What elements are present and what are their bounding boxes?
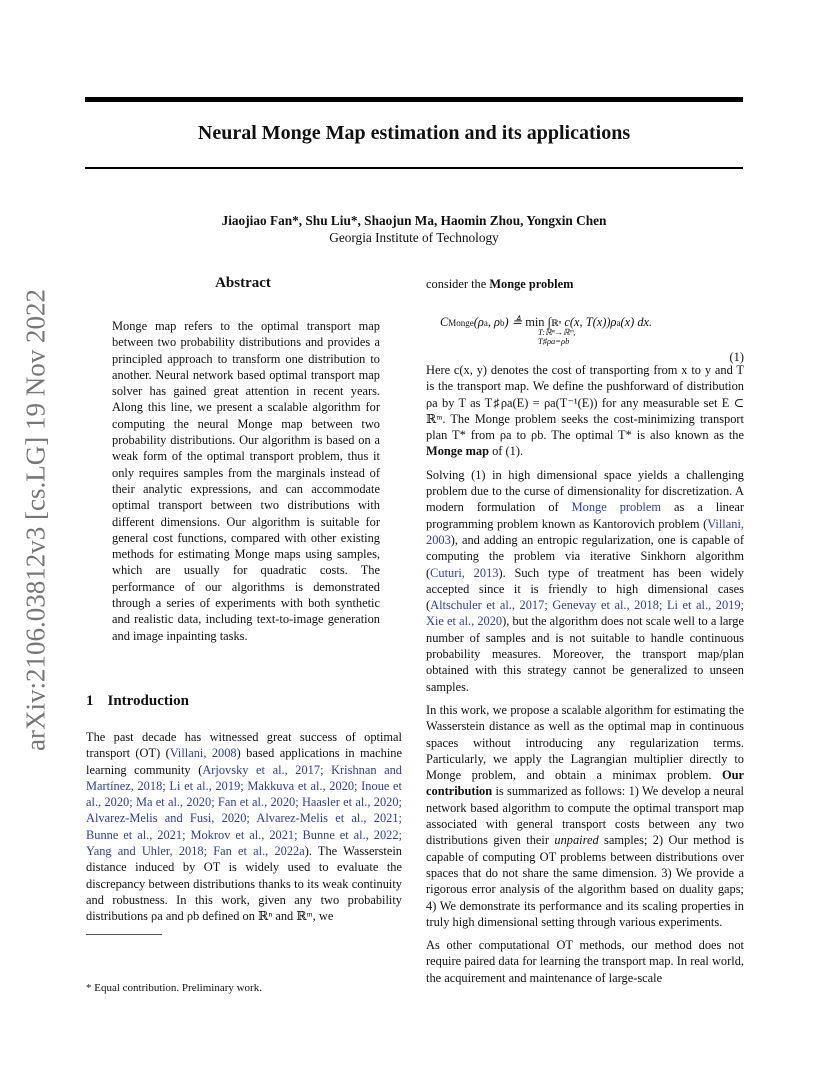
p1-bold: Monge map	[426, 444, 489, 459]
lead-text: consider the	[426, 277, 490, 291]
paragraph-definitions	[426, 362, 744, 460]
abstract-text: Monge map refers to the optimal transport map between two probability distributions and provides a principled approach to transform one distribution to another. Neural network based optimal transport map solver has gained great attention in recent years. Along this line, we present a scalable algorithm for computing the neural Monge map between two probability distributions. Our algorithm is based on a weak form of the optimal transport problem, thus it only requires samples from the marginals instead of their analytic expressions, and can accommodate optimal transport between two distributions with different dimensions. Our algorithm is suitable for general cost functions, compared with other existing methods for estimating Monge maps using samples, which are usually for quadratic costs. The performance of our algorithms is demonstrated through a series of experiments with both synthetic and realistic data, including text-to-image generation and image inpainting tasks.	[112, 319, 380, 643]
title-rule-top	[85, 97, 743, 102]
authors: Jiaojiao Fan*, Shu Liu*, Shaojun Ma, Haomin Zhou, Yongxin Chen	[221, 213, 607, 228]
p2-text-d: ). Such type of treatment has been widely accepted since it is friendly to high dimensional cases (	[426, 565, 744, 613]
paragraph-contribution	[426, 702, 744, 930]
footnote-rule	[86, 934, 162, 935]
citation-link[interactable]: Villani, 2008	[169, 746, 237, 761]
section-heading-introduction	[86, 693, 189, 710]
paragraph-unpaired: As other computational OT methods, our method does not require paired data for learning the transport map. In real world, the acquirement and maintenance of large-scale	[426, 938, 744, 985]
monge-equation: CMonge(ρa, ρb) ≜ min ∫ℝⁿ c(x, T(x))ρa(x) dx.	[440, 315, 653, 329]
footnote: * Equal contribution. Preliminary work.	[86, 982, 262, 994]
intro-paragraph	[86, 729, 402, 925]
cuturi-link[interactable]: Cuturi, 2013	[430, 565, 499, 580]
paper-title: Neural Monge Map estimation and its applications	[197, 122, 631, 144]
lead-bold: Monge problem	[489, 277, 574, 291]
p1-text: Here c(x, y) denotes the cost of transporting from x to y and T is the transport map. We define the pushforward of distribution ρa by T as T♯ρa(E) = ρa(T⁻¹(E)) for any measurable set E ⊂ ℝᵐ. The Monge problem seeks the cost-minimizing transport plan T* from ρa to ρb. The optimal T* is also known as the	[426, 363, 744, 443]
p3-bold: Our contribution	[426, 768, 744, 799]
abstract-heading: Abstract	[215, 275, 271, 291]
citation-list-2-link[interactable]: Altschuler et al., 2017; Genevay et al., 2018; Li et al., 2019; Xie et al., 2020	[426, 598, 744, 629]
p3-text-b: is summarized as follows: 1) We develop a neural network based algorithm to compute the optimal transport map associated with general transport costs between any two distributions given their	[426, 784, 744, 848]
section-title: Introduction	[107, 693, 189, 709]
p2-text-e: ), but the algorithm does not scale well to a large number of samples and is not suitable to handle continuous probability measures. Moreover, the transport map/plan obtained with this strategy cannot be generalized to unseen samples.	[426, 614, 744, 694]
p3-text-a: In this work, we propose a scalable algorithm for estimating the Wasserstein distance as well as the optimal map in continuous spaces without introducing any regularization terms. Particularly, we apply the Lagrangian multiplier directly to Monge problem, and obtain a minimax problem.	[426, 702, 744, 783]
equation-number: (1)	[729, 350, 744, 364]
p1-end: of (1).	[488, 444, 524, 459]
p2-text-b: as a linear programming problem known as Kantorovich problem (	[426, 500, 744, 531]
section-number: 1	[86, 693, 94, 709]
p2-text-c: ), and adding an entropic regularization, one is capable of computing the problem via iterative Sinkhorn algorithm (	[426, 532, 744, 580]
intro-text-b: ) based applications in machine learning community (	[86, 746, 402, 777]
p3-text-c: samples; 2) Our method is capable of computing OT problems between distributions over spaces that do not share the same dimension. 3) We provide a rigorous error analysis of the algorithm based on duality gaps; 4) We demonstrate its performance and its scaling properties in truly high dimensional setting through various experiments.	[426, 833, 744, 929]
villani-2003-link[interactable]: Villani, 2003	[426, 516, 744, 547]
monge-problem-link[interactable]: Monge problem	[571, 500, 662, 515]
monge-lead	[426, 277, 573, 292]
p2-text-a: Solving (1) in high dimensional space yields a challenging problem due to the curse of dimensionality for discretization. A modern formulation of	[426, 467, 744, 515]
paragraph-solving	[426, 467, 744, 695]
intro-text-a: The past decade has witnessed great success of optimal transport (OT) (	[86, 730, 402, 761]
title-rule-bottom	[85, 167, 743, 169]
equation-constraint: T:ℝⁿ→ℝᵐ, T♯ρa=ρb	[538, 327, 576, 346]
right-column	[426, 362, 744, 993]
arxiv-identifier: arXiv:2106.03812v3 [cs.LG] 19 Nov 2022	[20, 289, 51, 751]
citation-list-link[interactable]: Arjovsky et al., 2017; Krishnan and Martínez, 2018; Li et al., 2019; Makkuva et al., 2020; Inoue et al., 2020; Ma et al., 2020; Fan et al., 2020; Haasler et al., 2020; Alvarez-Melis and Fusi, 2020; Alvarez-Melis et al., 2021; Bunne et al., 2021; Mokrov et al., 2021; Bunne et al., 2022; Yang and Uhler, 2018; Fan et al., 2022a	[86, 762, 403, 859]
arxiv-sidebar	[12, 280, 60, 760]
intro-text-c: ). The Wasserstein distance induced by OT is widely used to evaluate the discrepancy between distributions thanks to its weak continuity and robustness. In this work, given any two probability distributions ρa and ρb defined on ℝⁿ and ℝᵐ, we	[86, 844, 403, 924]
equation-1	[426, 304, 744, 362]
p3-italic: unpaired	[554, 833, 599, 848]
affiliation: Georgia Institute of Technology	[329, 230, 499, 245]
